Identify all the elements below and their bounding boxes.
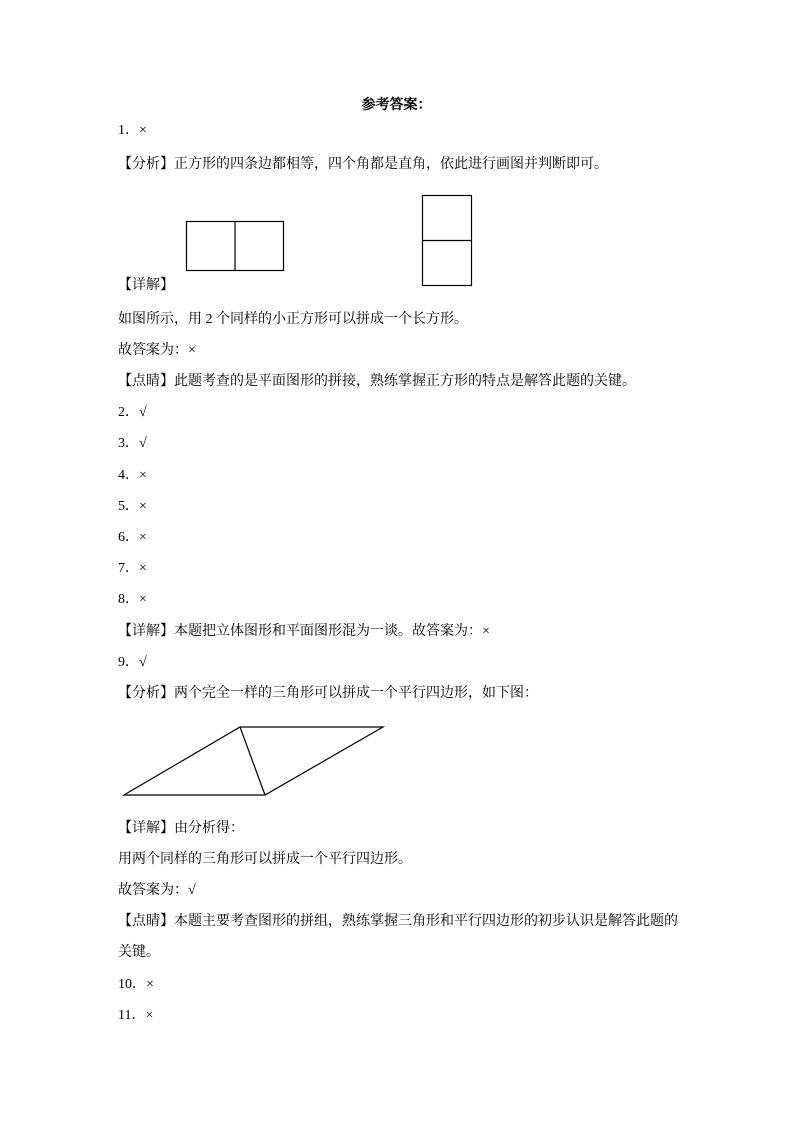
comment-9-cont: 关键。: [118, 945, 160, 960]
detail-8: 【详解】本题把立体图形和平面图形混为一谈。故答案为：×: [118, 624, 490, 639]
answer-7: 7．×: [118, 561, 147, 576]
vertical-squares-figure: [423, 196, 472, 286]
page-title: 参考答案：: [361, 98, 432, 113]
answer-10: 10．×: [118, 977, 154, 992]
parallelogram-outline: [124, 727, 383, 795]
analysis-1: 【分析】正方形的四条边都相等，四个角都是直角，依此进行画图并判断即可。: [118, 157, 608, 172]
answer-11: 11．×: [118, 1008, 154, 1023]
analysis-9: 【分析】两个完全一样的三角形可以拼成一个平行四边形，如下图：: [118, 686, 538, 701]
detail-9: 【详解】由分析得：: [118, 821, 244, 836]
answer-8: 8．×: [118, 592, 147, 607]
answer-1: 1．×: [118, 123, 147, 138]
answer-6: 6．×: [118, 530, 147, 545]
parallelogram-figure: [124, 727, 383, 795]
comment-9: 【点睛】本题主要考查图形的拼组，熟练掌握三角形和平行四边形的初步认识是解答此题的: [118, 914, 678, 929]
conclusion-1: 故答案为：×: [118, 343, 196, 358]
detail-9-body: 用两个同样的三角形可以拼成一个平行四边形。: [118, 852, 412, 867]
parallelogram-diagonal: [240, 727, 265, 795]
comment-1: 【点睛】此题考查的是平面图形的拼接，熟练掌握正方形的特点是解答此题的关键。: [118, 374, 636, 389]
detail-heading-1: 【详解】: [118, 278, 174, 293]
answer-3: 3．√: [118, 436, 147, 451]
detail-1: 如图所示，用 2 个同样的小正方形可以拼成一个长方形。: [118, 312, 468, 327]
answer-2: 2．√: [118, 405, 147, 420]
answer-5: 5．×: [118, 499, 147, 514]
conclusion-9: 故答案为：√: [118, 883, 196, 898]
answer-4: 4．×: [118, 468, 147, 483]
horizontal-squares-figure: [187, 222, 284, 271]
answer-9: 9．√: [118, 655, 147, 670]
